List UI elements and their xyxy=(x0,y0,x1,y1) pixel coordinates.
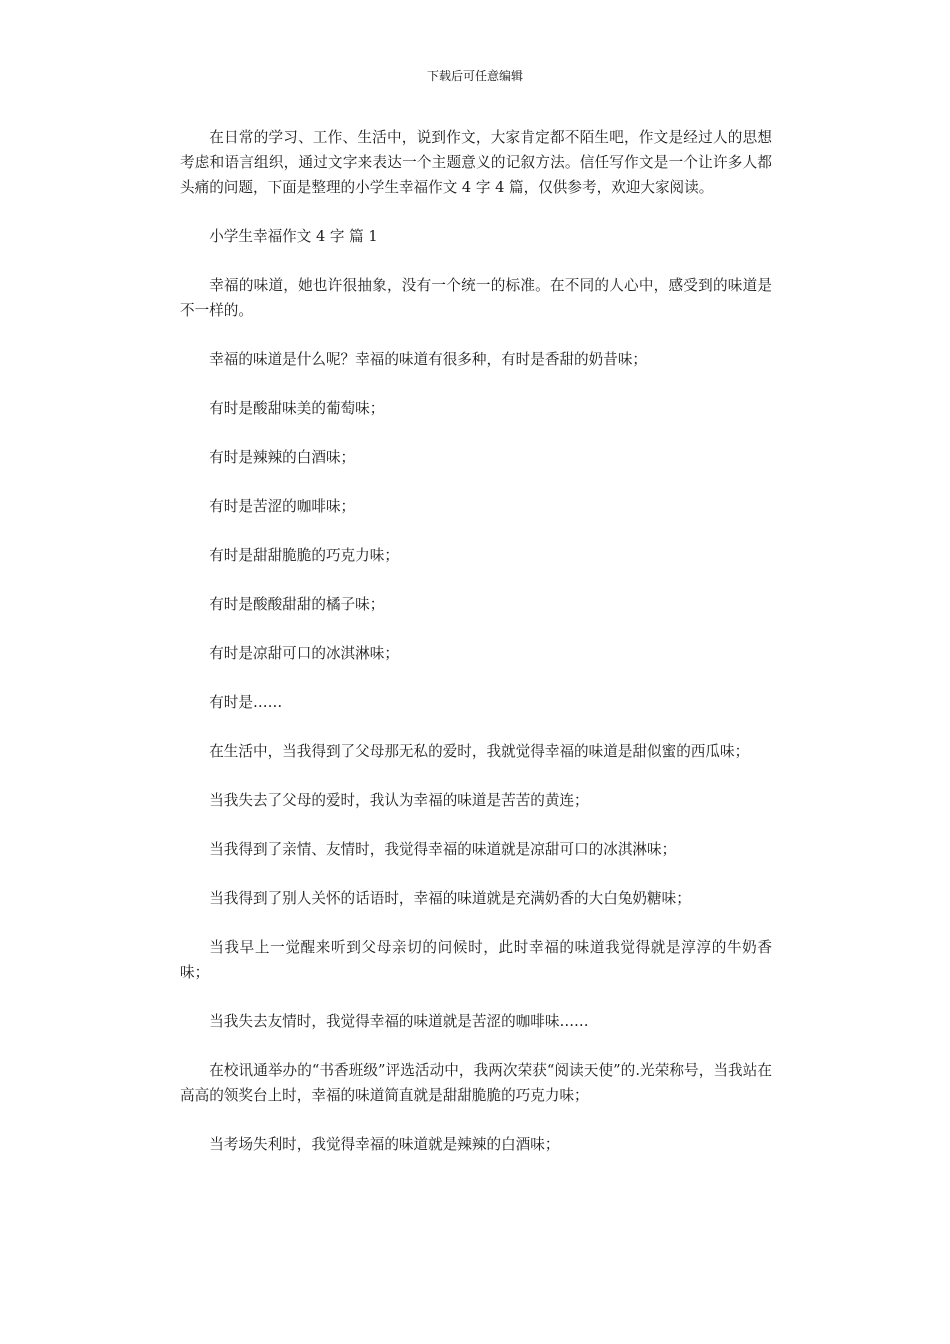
body-paragraph: 当我得到了亲情、友情时，我觉得幸福的味道就是凉甜可口的冰淇淋味； xyxy=(209,841,677,858)
body-paragraph: 在生活中，当我得到了父母那无私的爱时，我就觉得幸福的味道是甜似蜜的西瓜味； xyxy=(209,743,750,760)
body-paragraph: 当考场失利时，我觉得幸福的味道就是辣辣的白酒味； xyxy=(209,1136,560,1153)
intro-paragraph: 在日常的学习、工作、生活中，说到作文，大家肯定都不陌生吧，作文是经过人的思想考虑和语言组织，通过文字来表达一个主题意义的记叙方法。信任写作文是一个让许多人都头痛的问题，下面是整理的小学生幸福作文 4 字 4 篇，仅供参考，欢迎大家阅读。 xyxy=(180,129,772,196)
section-heading: 小学生幸福作文 4 字 篇 1 xyxy=(209,228,378,245)
body-paragraph: 幸福的味道，她也许很抽象，没有一个统一的标准。在不同的人心中，感受到的味道是不一样的。 xyxy=(180,277,772,319)
body-paragraph: 有时是凉甜可口的冰淇淋味； xyxy=(209,645,399,662)
body-paragraph: 有时是甜甜脆脆的巧克力味； xyxy=(209,547,399,564)
body-paragraph: 有时是酸甜味美的葡萄味； xyxy=(209,400,385,417)
body-paragraph: 当我失去友情时，我觉得幸福的味道就是苦涩的咖啡味…… xyxy=(209,1013,589,1030)
body-paragraph: 当我得到了别人关怀的话语时，幸福的味道就是充满奶香的大白兔奶糖味； xyxy=(209,890,691,907)
document-body xyxy=(180,125,772,1181)
page-header: 下载后可任意编辑 xyxy=(426,69,523,83)
body-paragraph: 幸福的味道是什么呢？幸福的味道有很多种，有时是香甜的奶昔味； xyxy=(209,351,648,368)
body-paragraph: 有时是辣辣的白酒味； xyxy=(209,449,356,466)
body-paragraph: 有时是酸酸甜甜的橘子味； xyxy=(209,596,385,613)
body-paragraph: 在校讯通举办的“书香班级”评选活动中，我两次荣获“阅读天使”的.光荣称号，当我站在高高的领奖台上时，幸福的味道简直就是甜甜脆脆的巧克力味； xyxy=(180,1062,772,1104)
body-paragraph: 有时是…… xyxy=(209,694,283,711)
body-paragraph: 当我失去了父母的爱时，我认为幸福的味道是苦苦的黄连； xyxy=(209,792,589,809)
body-paragraph: 当我早上一觉醒来听到父母亲切的问候时，此时幸福的味道我觉得就是淳淳的牛奶香味； xyxy=(180,939,772,981)
body-paragraph: 有时是苦涩的咖啡味； xyxy=(209,498,356,515)
